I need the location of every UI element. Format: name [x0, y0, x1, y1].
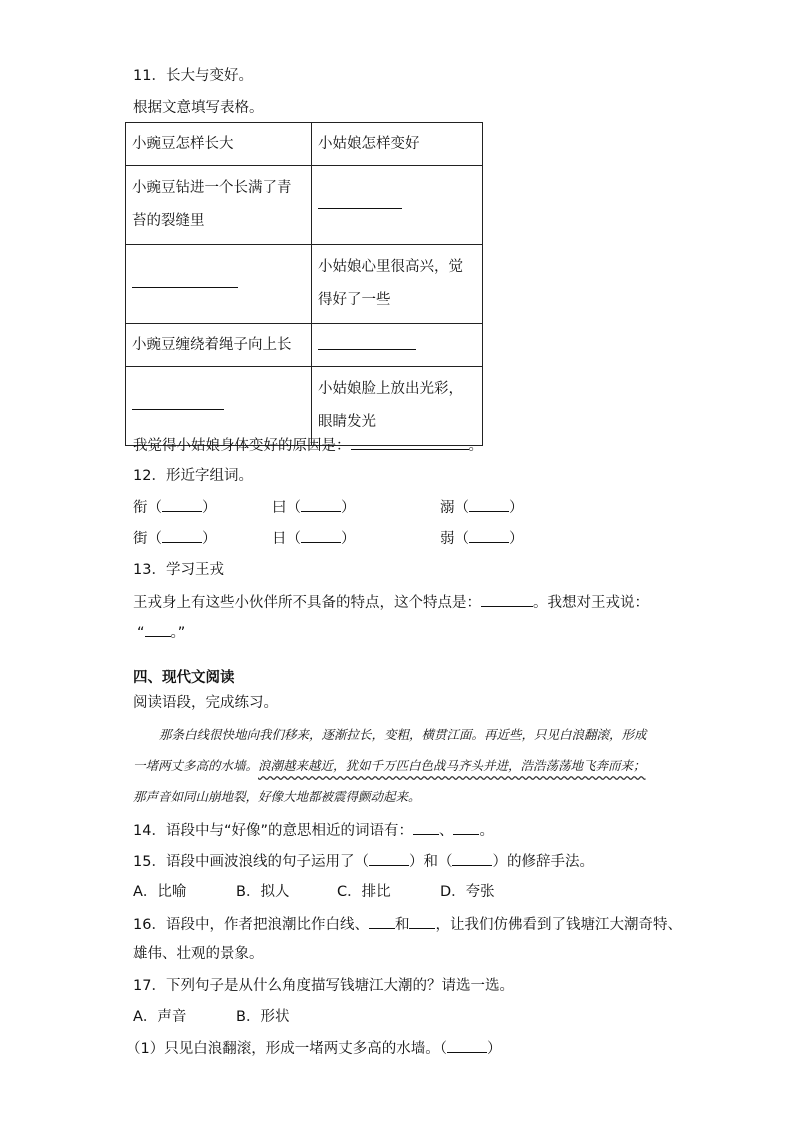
answer-blank[interactable]: [145, 622, 171, 637]
q15-text: 15．语段中画波浪线的句子运用了（: [133, 854, 369, 870]
section-instruction: 阅读语段，完成练习。: [133, 695, 278, 711]
answer-blank[interactable]: [453, 820, 479, 835]
q12-char: 曰（: [272, 500, 301, 516]
q15-text: ）的修辞手法。: [492, 854, 594, 870]
q17-option-b: B．形状: [236, 1009, 290, 1025]
q15: [133, 851, 594, 872]
q12-close: ）: [341, 500, 356, 516]
answer-blank[interactable]: [447, 1038, 487, 1053]
passage-wavy-sentence: 浪潮越来越近，犹如千万匹白色战马齐头并进，浩浩荡荡地飞奔而来；: [258, 758, 646, 773]
answer-blank[interactable]: [318, 335, 416, 350]
q11-table: [125, 122, 483, 446]
q12-close: ）: [202, 531, 217, 547]
q11-reason-suffix: 。: [468, 438, 483, 454]
q16-text: ，让我们仿佛看到了钱塘江大潮奇特、: [435, 917, 682, 933]
q15-option-c: C．排比: [337, 884, 391, 900]
q13-line1: [133, 592, 649, 613]
answer-blank[interactable]: [369, 914, 395, 929]
q12-title: 12．形近字组词。: [133, 468, 253, 484]
q13-title: 13．学习王戎: [133, 562, 224, 578]
q16-text: 和: [394, 917, 410, 933]
answer-blank[interactable]: [469, 528, 509, 543]
table-cell: 小姑娘脸上放出光彩，眼睛发光: [312, 367, 483, 446]
table-header-pea: 小豌豆怎样长大: [126, 123, 312, 166]
table-cell: 小豌豆缠绕着绳子向上长: [126, 324, 312, 367]
q17-text: （1）只见白浪翻滚，形成一堵两丈多高的水墙。（: [126, 1041, 447, 1057]
q13-text: 王戎身上有这些小伙伴所不具备的特点，这个特点是：: [133, 595, 481, 611]
q11-reason-prefix: 我觉得小姑娘身体变好的原因是：: [133, 438, 351, 454]
q13-text: 。我想对王戎说：: [533, 595, 649, 611]
answer-blank[interactable]: [301, 497, 341, 512]
table-cell: 小姑娘心里很高兴，觉得好了一些: [312, 245, 483, 324]
answer-blank[interactable]: [162, 497, 202, 512]
q16-text: 16．语段中，作者把浪潮比作白线、: [133, 917, 369, 933]
reading-passage: [133, 719, 653, 812]
q12-close: ）: [341, 531, 356, 547]
table-answer-cell[interactable]: [312, 166, 483, 245]
answer-blank[interactable]: [469, 497, 509, 512]
q17-item1: [126, 1038, 501, 1059]
q12-item: [440, 528, 524, 549]
q15-option-a: A．比喻: [133, 884, 187, 900]
table-header-girl: 小姑娘怎样变好: [312, 123, 483, 166]
answer-blank[interactable]: [132, 273, 238, 288]
q15-option-d: D．夸张: [440, 884, 495, 900]
answer-blank[interactable]: [132, 395, 224, 410]
q16-line1: [133, 914, 682, 935]
q12-item: [133, 497, 217, 518]
q12-item: [272, 497, 356, 518]
table-answer-cell[interactable]: [126, 367, 312, 446]
q14-text: 14．语段中与“好像”的意思相近的词语有：: [133, 823, 413, 839]
q15-text: ）和（: [408, 854, 453, 870]
q12-close: ）: [202, 500, 217, 516]
answer-blank[interactable]: [452, 851, 492, 866]
q12-item: [133, 528, 217, 549]
q17-text: ）: [486, 1041, 502, 1057]
q16-line2: 雄伟、壮观的景象。: [133, 946, 264, 962]
q14-sep: 、: [438, 823, 454, 839]
answer-blank[interactable]: [318, 194, 402, 209]
q11-title: 11．长大与变好。: [133, 68, 253, 84]
q14: [133, 820, 494, 841]
q12-char: 溺（: [440, 500, 469, 516]
q12-char: 衔（: [133, 500, 162, 516]
answer-blank[interactable]: [162, 528, 202, 543]
q13-line2: [137, 622, 185, 643]
q12-close: ）: [509, 500, 524, 516]
passage-text: 那条白线很快地向我们移来，逐渐拉长，变粗，横贯江面。再近些，只见白浪翻滚，形成一堵两丈多高的水墙。: [133, 727, 647, 773]
q12-item: [440, 497, 524, 518]
q15-option-b: B．拟人: [236, 884, 290, 900]
table-answer-cell[interactable]: [126, 245, 312, 324]
answer-blank[interactable]: [369, 851, 409, 866]
q11-instruction: 根据文意填写表格。: [133, 100, 264, 116]
answer-blank[interactable]: [481, 592, 533, 607]
q12-close: ）: [509, 531, 524, 547]
q17-option-a: A．声音: [133, 1009, 187, 1025]
table-cell: 小豌豆钻进一个长满了青苔的裂缝里: [126, 166, 312, 245]
table-answer-cell[interactable]: [312, 324, 483, 367]
answer-blank[interactable]: [409, 914, 435, 929]
q12-char: 街（: [133, 531, 162, 547]
q13-quote-open: “: [137, 625, 145, 641]
q14-end: 。: [479, 823, 494, 839]
q12-char: 弱（: [440, 531, 469, 547]
section-heading: 四、现代文阅读: [133, 670, 235, 686]
passage-text: 那声音如同山崩地裂，好像大地都被震得颤动起来。: [133, 789, 421, 804]
q12-char: 日（: [272, 531, 301, 547]
q13-quote-close: 。”: [170, 625, 186, 641]
answer-blank[interactable]: [413, 820, 439, 835]
q11-reason: [133, 435, 483, 456]
q17-title: 17．下列句子是从什么角度描写钱塘江大潮的？请选一选。: [133, 978, 514, 994]
answer-blank[interactable]: [301, 528, 341, 543]
q12-item: [272, 528, 356, 549]
answer-blank[interactable]: [351, 435, 469, 450]
